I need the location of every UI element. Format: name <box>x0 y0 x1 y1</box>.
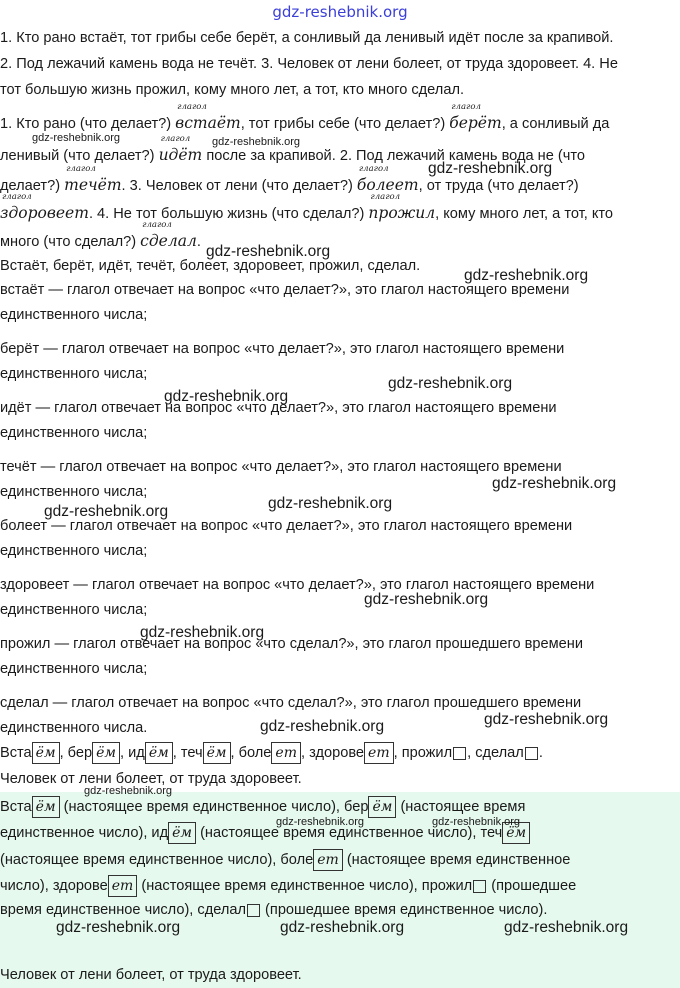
watermark: gdz-reshebnik.org <box>44 503 169 520</box>
ending-box: ём <box>203 742 231 764</box>
watermark: gdz-reshebnik.org <box>364 591 489 608</box>
annotated-line-4: глагол здоровеет. 4. Не тот большую жизнь (что сделал?) глагол прожил, кому много лет, а тот, кто <box>0 192 614 222</box>
watermark: gdz-reshebnik.org <box>504 919 629 936</box>
verb-vstaet: глагол встаёт <box>175 102 241 132</box>
watermark: gdz-reshebnik.org <box>84 785 173 797</box>
verb-boleet: глагол болеет <box>356 164 419 194</box>
verb-prozhil: глагол прожил <box>368 192 436 222</box>
ending-box: ём <box>145 742 173 764</box>
zero-ending-box <box>473 880 486 893</box>
explanation-8-line-1: сделал — глагол отвечает на вопрос «что сделал?», это глагол прошедшего времени <box>0 695 582 711</box>
original-line-3: тот большую жизнь прожил, кому много лет, а тот, кто много сделал. <box>0 82 465 98</box>
verb-techet: глагол течёт <box>64 164 122 194</box>
ending-box: ём <box>168 822 196 844</box>
annotated-line-2: ленивый (что делает?) глагол идёт после за крапивой. 2. Под лежачий камень вода не (что <box>0 134 585 164</box>
watermark: gdz-reshebnik.org <box>484 711 609 728</box>
explanation-1-line-2: единственного числа; <box>0 307 148 323</box>
annotated-line-5: много (что сделал?) глагол сделал. <box>0 220 201 250</box>
explanation-2-line-1: берёт — глагол отвечает на вопрос «что делает?», это глагол настоящего времени <box>0 341 565 357</box>
ending-box: ём <box>502 822 530 844</box>
watermark: gdz-reshebnik.org <box>276 816 365 828</box>
watermark: gdz-reshebnik.org <box>164 388 289 405</box>
watermark: gdz-reshebnik.org <box>140 624 265 641</box>
sentence-1: Человек от лени болеет, от труда здоровеет. <box>0 771 302 787</box>
ending-box: ём <box>368 796 396 818</box>
watermark: gdz-reshebnik.org <box>32 132 121 144</box>
endings-line: Вста ём , бер ём , ид ём , теч ём , боле ет , здорове ет , прожил , сделал . <box>0 742 543 764</box>
explanation-6-line-1: здоровеет — глагол отвечает на вопрос «что делает?», это глагол настоящего времени <box>0 577 595 593</box>
site-header-link[interactable]: gdz-reshebnik.org <box>272 3 408 21</box>
explanation-1-line-1: встаёт — глагол отвечает на вопрос «что делает?», это глагол настоящего времени <box>0 282 570 298</box>
explanation-4-line-1: течёт — глагол отвечает на вопрос «что делает?», это глагол настоящего времени <box>0 459 562 475</box>
watermark: gdz-reshebnik.org <box>268 495 393 512</box>
explanation-2-line-2: единственного числа; <box>0 366 148 382</box>
watermark: gdz-reshebnik.org <box>492 475 617 492</box>
zero-ending-box <box>247 904 260 917</box>
watermark: gdz-reshebnik.org <box>388 375 513 392</box>
ending-box: ём <box>32 796 60 818</box>
watermark: gdz-reshebnik.org <box>432 816 521 828</box>
zero-ending-box <box>453 747 466 760</box>
explanation-5-line-1: болеет — глагол отвечает на вопрос «что делает?», это глагол настоящего времени <box>0 518 573 534</box>
explanation-6-line-2: единственного числа; <box>0 602 148 618</box>
zero-ending-box <box>525 747 538 760</box>
annotated-line-3: делает?) глагол течёт. 3. Человек от лени (что делает?) глагол болеет, от труда (что делает?) <box>0 164 579 194</box>
answer-line-1: Вста ём (настоящее время единственное число), бер ём (настоящее время <box>0 796 525 818</box>
ending-box: ет <box>313 849 343 871</box>
ending-box: ет <box>108 875 138 897</box>
watermark: gdz-reshebnik.org <box>212 136 301 148</box>
explanation-7-line-1: прожил — глагол отвечает на вопрос «что сделал?», это глагол прошедшего времени <box>0 636 583 652</box>
explanation-7-line-2: единственного числа; <box>0 661 148 677</box>
answer-line-3: (настоящее время единственное число), боле ет (настоящее время единственное <box>0 849 570 871</box>
watermark: gdz-reshebnik.org <box>206 243 331 260</box>
watermark: gdz-reshebnik.org <box>280 919 405 936</box>
annotated-line-1: 1. Кто рано (что делает?) глагол встаёт, тот грибы себе (что делает?) глагол берёт, а сонливый да <box>0 102 610 132</box>
verb-sdelal: глагол сделал <box>140 220 197 250</box>
ending-box: ет <box>364 742 394 764</box>
verb-zdoroveet: глагол здоровеет <box>0 192 89 222</box>
verb-list: Встаёт, берёт, идёт, течёт, болеет, здоровеет, прожил, сделал. <box>0 258 421 274</box>
explanation-3-line-1: идёт — глагол отвечает на вопрос «что делает?», это глагол настоящего времени <box>0 400 557 416</box>
explanation-4-line-2: единственного числа; <box>0 484 148 500</box>
ending-box: ет <box>271 742 301 764</box>
watermark: gdz-reshebnik.org <box>464 267 589 284</box>
verb-beret: глагол берёт <box>449 102 502 132</box>
watermark: gdz-reshebnik.org <box>428 160 553 177</box>
explanation-5-line-2: единственного числа; <box>0 543 148 559</box>
explanation-8-line-2: единственного числа. <box>0 720 148 736</box>
watermark: gdz-reshebnik.org <box>260 718 385 735</box>
watermark: gdz-reshebnik.org <box>56 919 181 936</box>
answer-line-5: время единственное число), сделал (прошедшее время единственное число). <box>0 902 548 918</box>
answer-line-4: число), здорове ет (настоящее время единственное число), прожил (прошедшее <box>0 875 576 897</box>
original-line-1: 1. Кто рано встаёт, тот грибы себе берёт, а сонливый да ленивый идёт после за крапивой. <box>0 30 614 46</box>
explanation-3-line-2: единственного числа; <box>0 425 148 441</box>
verb-idet: глагол идёт <box>158 134 203 164</box>
answer-final-sentence: Человек от лени болеет, от труда здоровеет. <box>0 967 302 983</box>
ending-box: ём <box>92 742 120 764</box>
original-line-2: 2. Под лежачий камень вода не течёт. 3. Человек от лени болеет, от труда здоровеет. 4. Не <box>0 56 618 72</box>
ending-box: ём <box>32 742 60 764</box>
answer-line-2: единственное число), ид ём (настоящее время единственное число), теч ём <box>0 822 530 844</box>
